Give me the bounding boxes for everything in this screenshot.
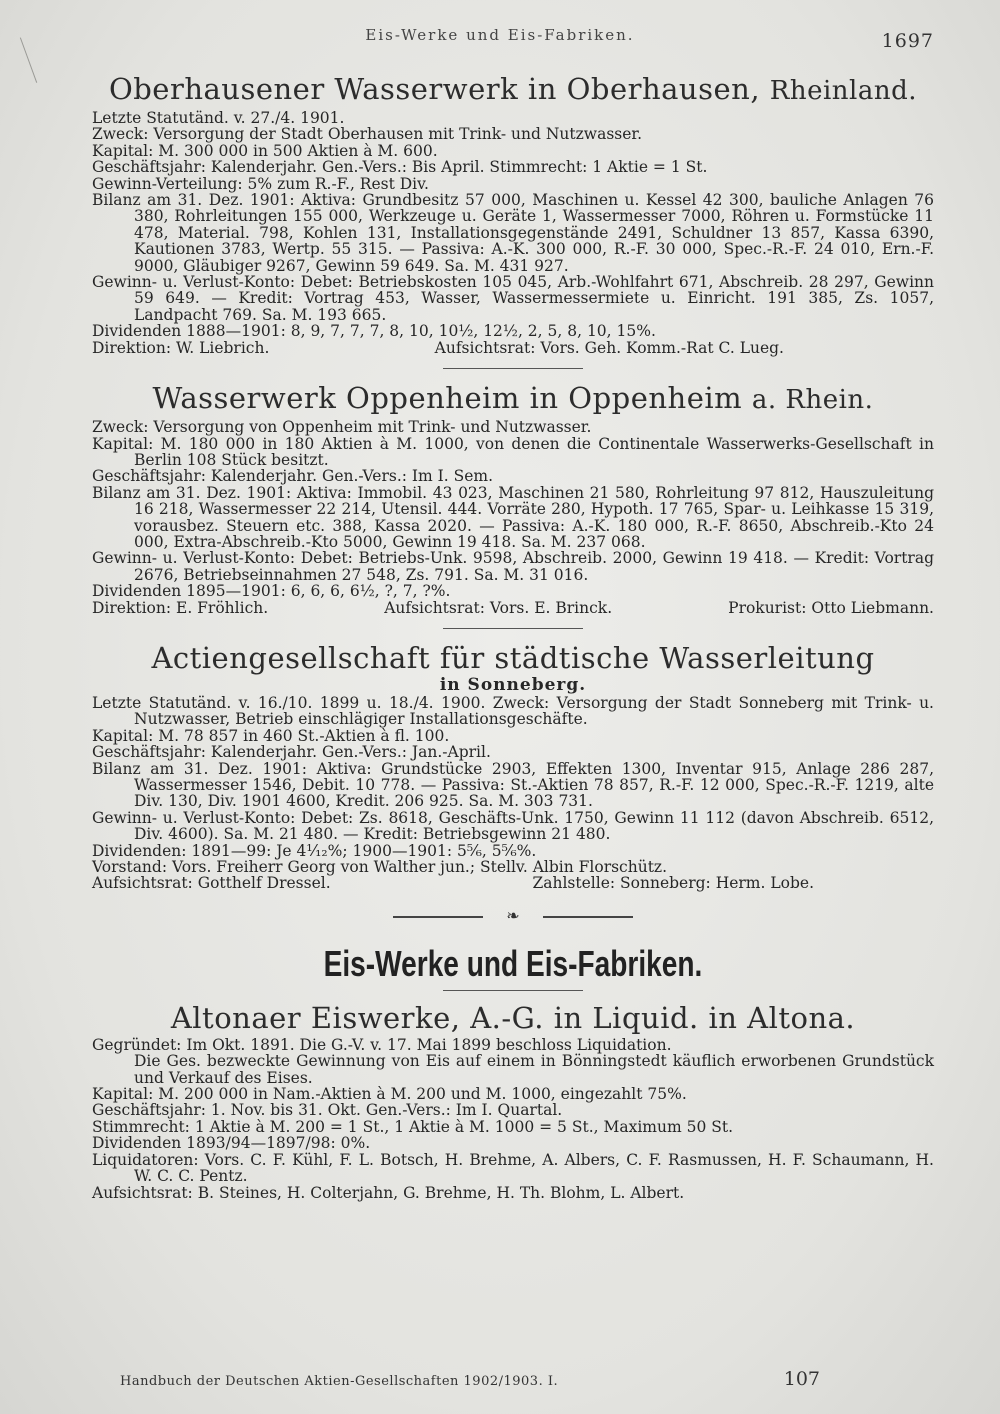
- entry-row: [92, 600, 934, 616]
- entry-line: Gewinn- u. Verlust-Konto: Debet: Betriebskosten 105 045, Arb.-Wohlfahrt 671, Abschreib. 28 297, Gewinn 59 649. — Kredit: Vortrag 453, Wasser, Wassermessermiete u. Einricht. 191 385, Zs. 1057, Landpacht 769. Sa. M. 193 665.: [92, 273, 934, 324]
- divider-rule: [443, 628, 583, 629]
- company-entry-oppenheim: [92, 379, 934, 616]
- company-title-main: Wasserwerk Oppenheim in Oppenheim: [152, 381, 743, 416]
- entry-line: Dividenden 1888—1901: 8, 9, 7, 7, 7, 8, 10, 10½, 12½, 2, 5, 8, 10, 15%.: [92, 322, 656, 341]
- page-footer: [120, 1368, 820, 1390]
- entry-line: Dividenden: 1891—99: Je 4¹⁄₁₂%; 1900—1901: 5⁵⁄₆, 5⁵⁄₆%.: [92, 841, 537, 860]
- entry-line: Die Ges. bezweckte Gewinnung von Eis auf einem in Bönningstedt käuflich erworbenen Grundstück und Verkauf des Eises.: [134, 1052, 934, 1087]
- entry-row: [92, 875, 934, 891]
- entry-line: Letzte Statutänd. v. 16./10. 1899 u. 18./4. 1900. Zweck: Versorgung der Stadt Sonneberg mit Trink- u. Nutzwasser, Betrieb einschlägiger Installationsgeschäfte.: [92, 693, 934, 729]
- entry-line: Kapital: M. 200 000 in Nam.-Aktien à M. 200 und M. 1000, eingezahlt 75%.: [92, 1085, 687, 1104]
- ornament-icon: ❧: [506, 905, 520, 925]
- company-entry-oberhausen: [92, 70, 934, 356]
- entry-line: Aufsichtsrat: B. Steines, H. Colterjahn, G. Brehme, H. Th. Blohm, L. Albert.: [92, 1183, 685, 1202]
- company-location: [92, 675, 934, 695]
- divider-rule: [443, 368, 583, 369]
- entry-line: Kapital: M. 300 000 in 500 Aktien à M. 600.: [92, 141, 438, 160]
- entry-line: Liquidatoren: Vors. C. F. Kühl, F. L. Botsch, H. Brehme, A. Albers, C. F. Rasmussen, H. F. Schaumann, H. W. C. C. Pentz.: [92, 1150, 934, 1186]
- page-number: 1697: [881, 30, 934, 52]
- entry-line: Gegründet: Im Okt. 1891. Die G.-V. v. 17. Mai 1899 beschloss Liquidation.: [92, 1035, 672, 1054]
- ornament-divider: [393, 905, 633, 925]
- entry-row: [92, 340, 934, 356]
- company-title: [92, 70, 934, 110]
- aufsichtsrat: Aufsichtsrat: Vors. Geh. Komm.-Rat C. Lueg.: [434, 338, 784, 357]
- entry-line: Bilanz am 31. Dez. 1901: Aktiva: Immobil. 43 023, Maschinen 21 580, Rohrleitung 97 812, Hauszuleitung 16 218, Wassermesser 22 214, Utensil. 444. Vorräte 280, Hypoth. 17 765, Spar- u. Leihkasse 15 319, vorausbez. Steuern etc. 388, Kassa 2020. — Passiva: A.-K. 180 000, R.-F. 8650, Abschreib.-Kto 24 000, Extra-Abschreib.-Kto 5000, Gewinn 19 418. Sa. M. 237 068.: [92, 483, 934, 551]
- divider-rule: [443, 990, 583, 991]
- aufsichtsrat: Aufsichtsrat: Gotthelf Dressel.: [92, 874, 331, 893]
- entry-line: Stimmrecht: 1 Aktie à M. 200 = 1 St., 1 Aktie à M. 1000 = 5 St., Maximum 50 St.: [92, 1117, 734, 1136]
- entry-line: Geschäftsjahr: Kalenderjahr. Gen.-Vers.: Im I. Sem.: [92, 467, 494, 486]
- footer-text: Handbuch der Deutschen Aktien-Gesellschaften 1902/1903. I.: [120, 1374, 559, 1389]
- entry-line: Geschäftsjahr: Kalenderjahr. Gen.-Vers.: Jan.-April.: [92, 743, 491, 762]
- company-title-suffix: a. Rhein.: [751, 385, 874, 416]
- direktion: Direktion: W. Liebrich.: [92, 338, 270, 357]
- entry-line: Gewinn- u. Verlust-Konto: Debet: Betriebs-Unk. 9598, Abschreib. 2000, Gewinn 19 418. — Kredit: Vortrag 2676, Betriebseinnahmen 27 548, Zs. 791. Sa. M. 31 016.: [92, 549, 934, 584]
- company-title: [92, 379, 934, 419]
- zahlstelle: Zahlstelle: Sonneberg: Herm. Lobe.: [532, 874, 814, 893]
- location-text: in Sonneberg.: [439, 674, 587, 695]
- page-content: [92, 70, 934, 1205]
- company-title-suffix: Rheinland.: [769, 76, 918, 106]
- prokurist: Prokurist: Otto Liebmann.: [728, 598, 934, 617]
- entry-line: Bilanz am 31. Dez. 1901: Aktiva: Grundstücke 2903, Effekten 1300, Inventar 915, Anlage 286 287, Wassermesser 1546, Debit. 10 778. — Passiva: St.-Aktien 78 857, R.-F. 12 000, Spec.-R.-F. 1219, alte Div. 130, Div. 1901 4600, Kredit. 206 925. Sa. M. 303 731.: [92, 759, 934, 811]
- entry-line: Vorstand: Vors. Freiherr Georg von Walther jun.; Stellv. Albin Florschütz.: [92, 858, 668, 877]
- entry-line: Dividenden 1895—1901: 6, 6, 6, 6½, ?, 7, ?%.: [92, 582, 451, 601]
- company-entry-altona: [92, 999, 934, 1201]
- entry-line: Dividenden 1893/94—1897/98: 0%.: [92, 1134, 371, 1153]
- entry-line: Bilanz am 31. Dez. 1901: Aktiva: Grundbesitz 57 000, Maschinen u. Kessel 42 300, bauliche Anlagen 76 380, Rohrleitungen 155 000, Werkzeuge u. Geräte 1, Wassermesser 7000, Röhren u. Formstücke 11 478, Material. 798, Kohlen 131, Installationsgegenstände 2491, Schuldner 13 857, Kassa 6390, Kautionen 3783, Wertp. 55 315. — Passiva: A.-K. 300 000, R.-F. 30 000, Spec.-R.-F. 24 010, Ern.-F. 9000, Gläubiger 9267, Gewinn 59 649. Sa. M. 431 927.: [92, 191, 934, 275]
- entry-line: Zweck: Versorgung von Oppenheim mit Trink- und Nutzwasser.: [92, 418, 592, 437]
- running-head: Eis-Werke und Eis-Fabriken.: [365, 26, 635, 44]
- entry-line: Gewinn-Verteilung: 5% zum R.-F., Rest Div.: [92, 174, 429, 193]
- company-title-main: Oberhausener Wasserwerk in Oberhausen,: [108, 72, 761, 106]
- section-heading: Eis-Werke und Eis-Fabriken.: [323, 942, 703, 984]
- entry-line: Kapital: M. 78 857 in 460 St.-Aktien à fl. 100.: [92, 726, 450, 745]
- company-title: Altonaer Eiswerke, A.-G. in Liquid. in Altona.: [170, 1000, 856, 1035]
- entry-line: Letzte Statutänd. v. 27./4. 1901.: [92, 109, 345, 127]
- entry-line: Zweck: Versorgung der Stadt Oberhausen mit Trink- und Nutzwasser.: [92, 125, 643, 144]
- entry-line: Geschäftsjahr: 1. Nov. bis 31. Okt. Gen.-Vers.: Im I. Quartal.: [92, 1101, 563, 1120]
- signature-mark: 107: [783, 1368, 820, 1390]
- entry-line: Geschäftsjahr: Kalenderjahr. Gen.-Vers.: Bis April. Stimmrecht: 1 Aktie = 1 St.: [92, 158, 708, 177]
- company-entry-sonneberg: [92, 639, 934, 892]
- entry-line: Gewinn- u. Verlust-Konto: Debet: Zs. 8618, Geschäfts-Unk. 1750, Gewinn 11 112 (davon Abschreib. 6512, Div. 4600). Sa. M. 21 480. — Kredit: Betriebsgewinn 21 480.: [92, 808, 934, 844]
- direktion: Direktion: E. Fröhlich.: [92, 598, 269, 617]
- entry-line: Kapital: M. 180 000 in 180 Aktien à M. 1000, von denen die Continentale Wasserwerks-Gesellschaft in Berlin 108 Stück besitzt.: [92, 434, 934, 469]
- aufsichtsrat: Aufsichtsrat: Vors. E. Brinck.: [384, 598, 613, 617]
- company-title: Actiengesellschaft für städtische Wasserleitung: [151, 640, 875, 675]
